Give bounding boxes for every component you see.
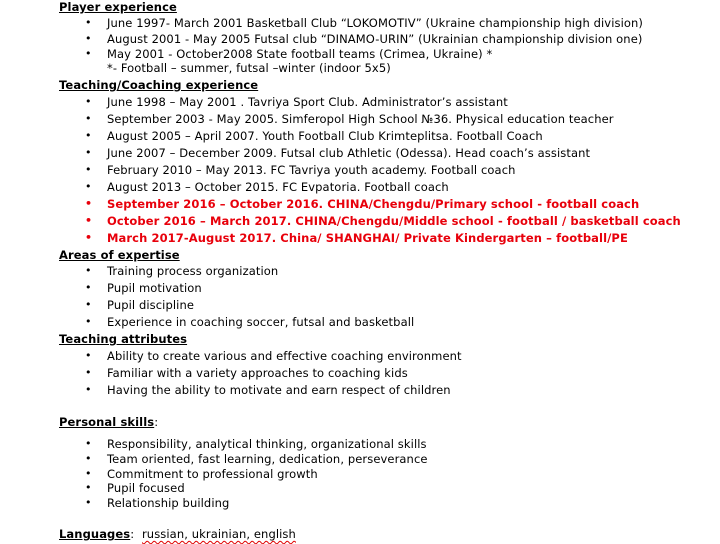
languages-line bbox=[59, 527, 296, 541]
bullet-icon: • bbox=[85, 281, 92, 294]
section-heading-teaching-experience: Teaching/Coaching experience bbox=[59, 78, 259, 92]
bullet-icon: • bbox=[85, 95, 92, 108]
heading-colon: : bbox=[130, 527, 135, 541]
bullet-icon: • bbox=[85, 47, 92, 60]
bullet-icon: • bbox=[85, 112, 92, 125]
bullet-icon: • bbox=[85, 32, 92, 45]
heading-colon: : bbox=[154, 415, 159, 429]
section-heading-areas-of-expertise: Areas of expertise bbox=[59, 248, 180, 262]
document-page: Player experience • June 1997- March 2001 Basketball Club “LOKOMOTIV” (Ukraine championship high division) • August 2001 - May 2005 Futsal club “DINAMO-URIN” (Ukrainian championship division one) • May 2001 - October2008 State football teams (Crimea, Ukraine) * *- Football – summer, futsal –winter (indoor 5x5) Teaching/Coaching experience • June 1998 – May 2001 . Tavriya Sport Club. Administrator’s assistant • September 2003 - May 2005. Simferopol High School №36. Physical education teacher • August 2005 – April 2007. Youth Football Club Krimteplitsa. Football Coach • June 2007 – December 2009. Futsal club Athletic (Odessa). Head coach’s assistant • February 2010 – May 2013. FC Tavriya youth academy. Football coach • August 2013 – October 2015. FC Evpatoria. Football coach • September 2016 – October 2016. CHINA/Chengdu/Primary school - football coach • October 2016 – March 2017. CHINA/Chengdu/Middle school - football / basketball coach • March 2017-August 2017. China/ SHANGHAI/ Private Kindergarten – football/PE Areas of expertise • Training process organization • Pupil motivation • Pupil discipline • Experience in coaching soccer, futsal and basketball Teaching attributes • Ability to create various and effective coaching environment • Familiar with a variety approaches to coaching kids • Having the ability to motivate and earn respect of children Personal skills: • Responsibility, analytical thinking, organizational skills • Team oriented, fast learning, dedication, perseverance • Commitment to professional growth • Pupil focused • Relationship building Languages: russian, ukrainian, english bbox=[59, 0, 681, 541]
bullet-icon: • bbox=[85, 467, 92, 480]
bullet-icon: • bbox=[85, 452, 92, 465]
languages-value: russian, ukrainian, english bbox=[141, 527, 296, 541]
bullet-icon: • bbox=[85, 197, 93, 210]
section-heading-teaching-attributes: Teaching attributes bbox=[59, 332, 188, 346]
bullet-icon: • bbox=[85, 264, 92, 277]
bullet-icon: • bbox=[85, 214, 93, 227]
bullet-icon: • bbox=[85, 383, 92, 396]
bullet-icon: • bbox=[85, 349, 92, 362]
bullet-icon: • bbox=[85, 129, 92, 142]
bullet-icon: • bbox=[85, 315, 92, 328]
section-heading-player-experience: Player experience bbox=[59, 0, 177, 14]
bullet-icon: • bbox=[85, 16, 92, 29]
bullet-icon: • bbox=[85, 180, 92, 193]
bullet-icon: • bbox=[85, 481, 92, 494]
bullet-icon: • bbox=[85, 366, 92, 379]
section-heading-personal-skills: Personal skills bbox=[59, 415, 155, 429]
section-heading-languages: Languages bbox=[59, 527, 131, 541]
bullet-icon: • bbox=[85, 437, 92, 450]
bullet-icon: • bbox=[85, 146, 92, 159]
section-personal-skills-title bbox=[59, 415, 158, 429]
bullet-icon: • bbox=[85, 496, 92, 509]
bullet-icon: • bbox=[85, 163, 92, 176]
bullet-icon: • bbox=[85, 231, 93, 244]
bullet-icon: • bbox=[85, 298, 92, 311]
